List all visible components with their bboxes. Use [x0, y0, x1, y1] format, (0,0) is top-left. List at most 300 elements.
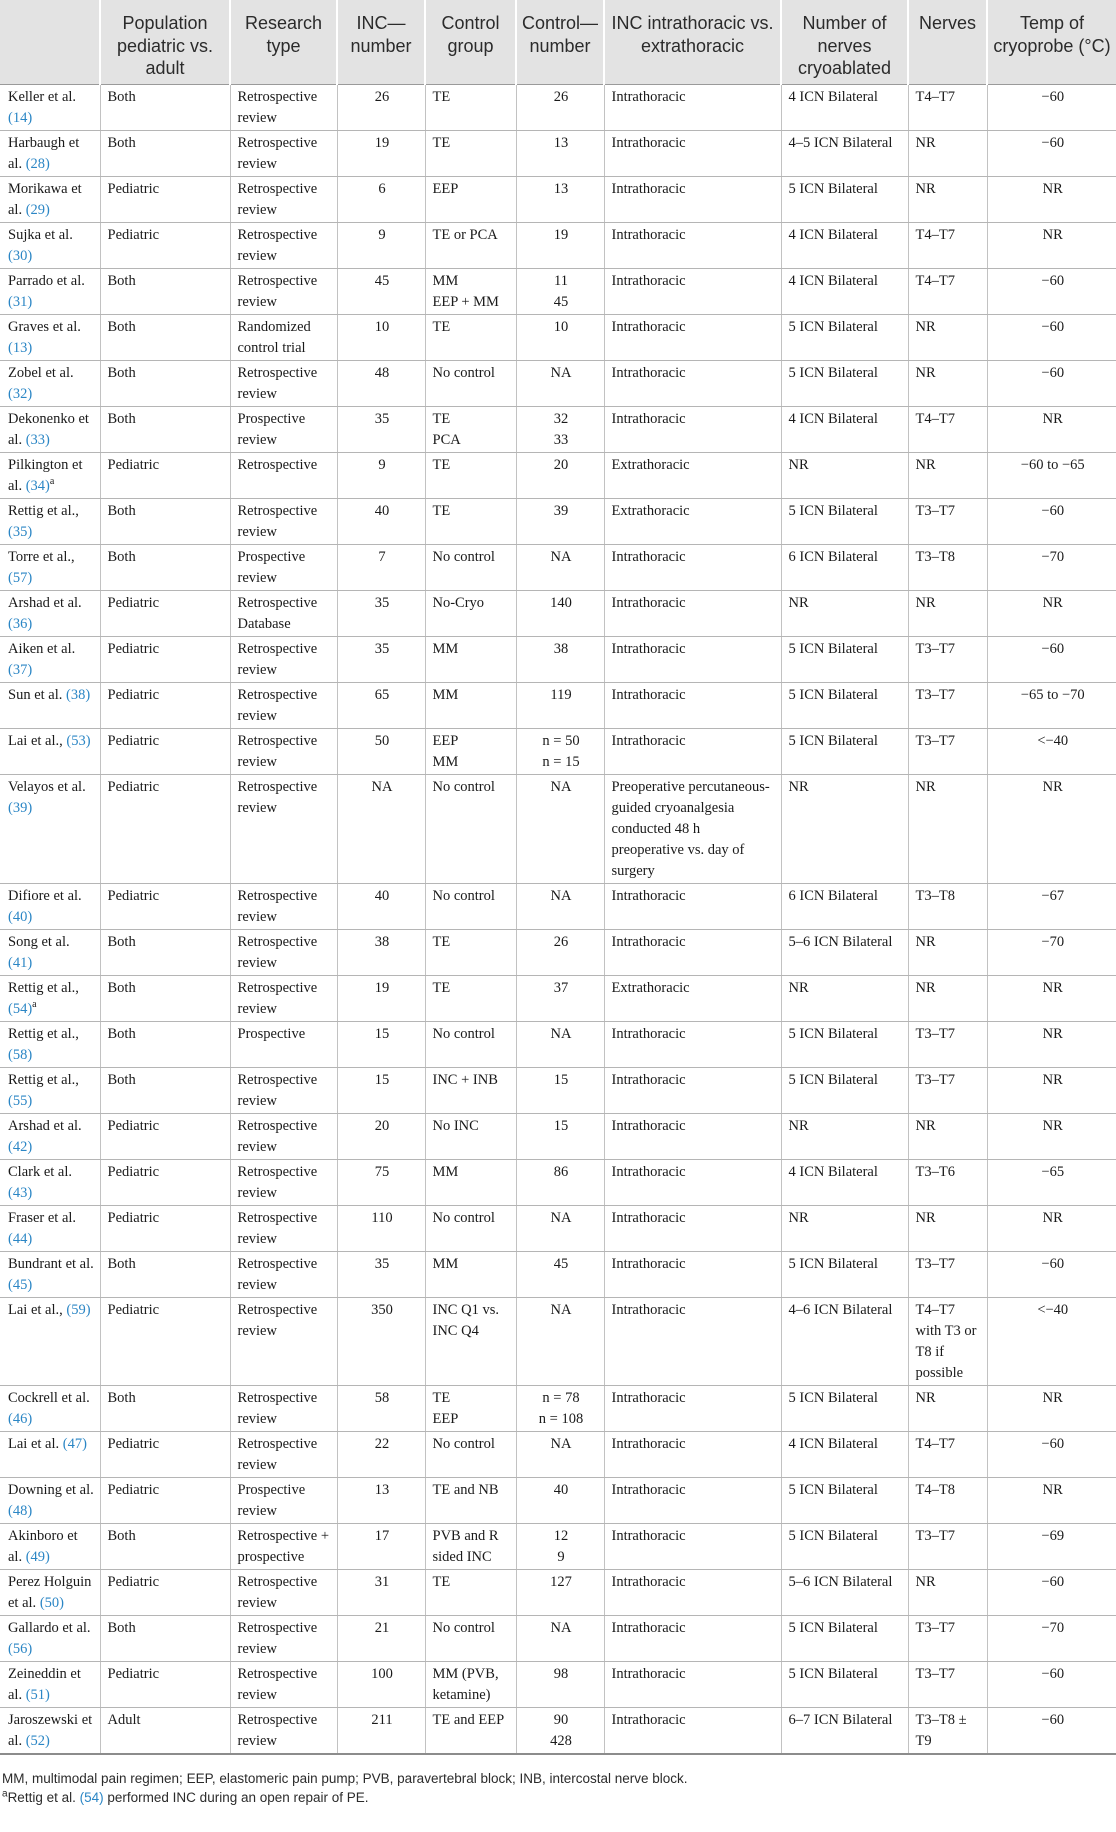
- reference-link[interactable]: (14): [8, 109, 33, 126]
- reference-link[interactable]: (37): [8, 661, 33, 678]
- cell-research-type: Retrospective review: [230, 929, 337, 975]
- cell-research-type: Retrospective review: [230, 728, 337, 774]
- cell-control-group-line: PCA: [432, 431, 461, 448]
- cell-nerve-count: 4 ICN Bilateral: [781, 268, 908, 314]
- study-author: Zeineddin et al.: [8, 1665, 81, 1703]
- cell-population: Pediatric: [100, 1205, 230, 1251]
- cell-nerve-count: 5 ICN Bilateral: [781, 1523, 908, 1569]
- cell-study: [0, 1431, 100, 1477]
- table-row: [0, 975, 1116, 1021]
- cell-temperature: −67: [987, 883, 1116, 929]
- cell-research-type: Retrospective review: [230, 883, 337, 929]
- cell-control-group: TE: [425, 929, 516, 975]
- cell-inc-number: 9: [337, 452, 425, 498]
- reference-link[interactable]: (45): [8, 1276, 33, 1293]
- cell-nerve-count: 5 ICN Bilateral: [781, 176, 908, 222]
- cell-research-type: Retrospective review: [230, 1615, 337, 1661]
- cell-inc-number: 9: [337, 222, 425, 268]
- cell-population: Pediatric: [100, 682, 230, 728]
- cell-inc-location: Intrathoracic: [604, 929, 781, 975]
- cell-control-number: [516, 406, 604, 452]
- cell-inc-number: 48: [337, 360, 425, 406]
- cell-control-number-line: 11: [554, 272, 568, 289]
- cell-research-type: Retrospective review: [230, 176, 337, 222]
- table-row: [0, 84, 1116, 130]
- table-row: [0, 1021, 1116, 1067]
- cell-control-group: MM (PVB, ketamine): [425, 1661, 516, 1707]
- cell-study: [0, 360, 100, 406]
- cell-inc-location: Intrathoracic: [604, 1297, 781, 1385]
- cell-control-group: TE: [425, 84, 516, 130]
- footnote-reference-link[interactable]: (54): [79, 1789, 104, 1805]
- cell-study: [0, 590, 100, 636]
- cell-nerves: NR: [908, 590, 987, 636]
- cell-nerve-count: 5 ICN Bilateral: [781, 498, 908, 544]
- cell-nerve-count: 6–7 ICN Bilateral: [781, 1707, 908, 1754]
- cell-nerve-count: 5–6 ICN Bilateral: [781, 1569, 908, 1615]
- cell-inc-location: Intrathoracic: [604, 360, 781, 406]
- cell-control-group: No control: [425, 883, 516, 929]
- cell-population: Pediatric: [100, 1431, 230, 1477]
- reference-link[interactable]: (38): [66, 686, 91, 703]
- cell-control-number-line: 428: [550, 1732, 572, 1749]
- cell-nerve-count: 4–5 ICN Bilateral: [781, 130, 908, 176]
- cell-control-number-line: 9: [557, 1548, 565, 1565]
- cell-inc-number: 6: [337, 176, 425, 222]
- cell-inc-number: 58: [337, 1385, 425, 1431]
- cell-study: [0, 1661, 100, 1707]
- cell-temperature: NR: [987, 1021, 1116, 1067]
- table-row: [0, 406, 1116, 452]
- cell-control-number: 19: [516, 222, 604, 268]
- cell-inc-location: Intrathoracic: [604, 1523, 781, 1569]
- cell-nerve-count: 4–6 ICN Bilateral: [781, 1297, 908, 1385]
- reference-link[interactable]: (33): [25, 431, 50, 448]
- cell-research-type: Retrospective review: [230, 975, 337, 1021]
- reference-link[interactable]: (50): [39, 1594, 64, 1611]
- cell-inc-location: Intrathoracic: [604, 1067, 781, 1113]
- cell-research-type: Retrospective review: [230, 1067, 337, 1113]
- study-author: Parrado et al.: [8, 272, 85, 289]
- cell-nerves: T4–T7 with T3 or T8 if possible: [908, 1297, 987, 1385]
- cell-control-number: 26: [516, 929, 604, 975]
- cell-inc-location: Intrathoracic: [604, 682, 781, 728]
- cell-nerve-count: 4 ICN Bilateral: [781, 1431, 908, 1477]
- study-author: Akinboro et al.: [8, 1527, 78, 1565]
- table-row: [0, 636, 1116, 682]
- cell-control-number: NA: [516, 360, 604, 406]
- table-row: [0, 1297, 1116, 1385]
- study-author: Perez Holguin et al.: [8, 1573, 92, 1611]
- cell-research-type: Retrospective review: [230, 1569, 337, 1615]
- cell-research-type: Prospective review: [230, 406, 337, 452]
- reference-link[interactable]: (13): [8, 339, 33, 356]
- cell-control-number: 15: [516, 1113, 604, 1159]
- study-author: Rettig et al.,: [8, 1025, 79, 1042]
- cell-nerves: T3–T7: [908, 728, 987, 774]
- reference-link[interactable]: (46): [8, 1410, 33, 1427]
- cell-study: [0, 452, 100, 498]
- cell-inc-number: 35: [337, 1251, 425, 1297]
- reference-link[interactable]: (43): [8, 1184, 33, 1201]
- cell-study: [0, 498, 100, 544]
- cell-temperature: −60: [987, 1431, 1116, 1477]
- cell-temperature: −60: [987, 268, 1116, 314]
- study-author: Torre et al.,: [8, 548, 75, 565]
- cell-control-group: INC + INB: [425, 1067, 516, 1113]
- header-nerves: Nerves: [908, 0, 987, 84]
- study-author: Cockrell et al.: [8, 1389, 90, 1406]
- cell-inc-location: Intrathoracic: [604, 222, 781, 268]
- cell-study: [0, 929, 100, 975]
- footnote-marker: a: [2, 1788, 8, 1800]
- header-study: [0, 0, 100, 84]
- cell-control-number: 127: [516, 1569, 604, 1615]
- reference-link[interactable]: (48): [8, 1502, 33, 1519]
- cell-control-group: EEP: [425, 176, 516, 222]
- table-row: [0, 176, 1116, 222]
- cell-research-type: Retrospective review: [230, 222, 337, 268]
- study-author: Morikawa et al.: [8, 180, 82, 218]
- cell-population: Pediatric: [100, 1297, 230, 1385]
- table-row: [0, 498, 1116, 544]
- reference-link[interactable]: (59): [66, 1301, 91, 1318]
- cell-nerves: T3–T7: [908, 1615, 987, 1661]
- table-row: [0, 1113, 1116, 1159]
- cell-research-type: Retrospective review: [230, 84, 337, 130]
- cell-nerve-count: 5 ICN Bilateral: [781, 636, 908, 682]
- cell-control-number: NA: [516, 1297, 604, 1385]
- cell-control-group: No control: [425, 774, 516, 883]
- study-author: Dekonenko et al.: [8, 410, 89, 448]
- table-row: [0, 1707, 1116, 1754]
- cell-nerves: NR: [908, 774, 987, 883]
- cell-nerves: T3–T8 ± T9: [908, 1707, 987, 1754]
- study-author: Lai et al.,: [8, 1301, 63, 1318]
- reference-link[interactable]: (29): [25, 201, 50, 218]
- cell-temperature: −60: [987, 84, 1116, 130]
- cell-temperature: −60: [987, 1707, 1116, 1754]
- cell-nerves: T4–T7: [908, 1431, 987, 1477]
- cell-inc-number: 75: [337, 1159, 425, 1205]
- cell-population: Pediatric: [100, 636, 230, 682]
- table-row: [0, 1251, 1116, 1297]
- cell-study: [0, 1205, 100, 1251]
- study-author: Aiken et al.: [8, 640, 76, 657]
- cell-control-group-line: TE: [432, 1389, 451, 1406]
- cell-control-group: No control: [425, 360, 516, 406]
- cell-research-type: Retrospective review: [230, 130, 337, 176]
- cell-population: Pediatric: [100, 883, 230, 929]
- cell-control-group-line: EEP: [432, 732, 459, 749]
- cell-control-number-line: n = 15: [542, 753, 580, 770]
- cell-study: [0, 268, 100, 314]
- cell-inc-number: 10: [337, 314, 425, 360]
- table-row: [0, 1569, 1116, 1615]
- reference-link[interactable]: (56): [8, 1640, 33, 1657]
- cell-study: [0, 975, 100, 1021]
- cell-study: [0, 728, 100, 774]
- table-row: [0, 360, 1116, 406]
- cell-inc-location: Intrathoracic: [604, 406, 781, 452]
- cell-control-number: NA: [516, 774, 604, 883]
- cell-temperature: NR: [987, 176, 1116, 222]
- table-row: [0, 1067, 1116, 1113]
- cell-control-number: NA: [516, 544, 604, 590]
- cell-population: Both: [100, 929, 230, 975]
- reference-link[interactable]: (51): [25, 1686, 50, 1703]
- reference-link[interactable]: (57): [8, 569, 33, 586]
- cell-temperature: −60: [987, 636, 1116, 682]
- study-author: Arshad et al.: [8, 594, 82, 611]
- cell-nerve-count: 5 ICN Bilateral: [781, 1251, 908, 1297]
- study-author: Song et al.: [8, 933, 70, 950]
- cell-inc-location: Intrathoracic: [604, 1159, 781, 1205]
- study-author: Lai et al.: [8, 1435, 60, 1452]
- cell-temperature: −70: [987, 929, 1116, 975]
- reference-link[interactable]: (40): [8, 908, 33, 925]
- cell-inc-number: 110: [337, 1205, 425, 1251]
- study-author: Sun et al.: [8, 686, 63, 703]
- cell-control-group: [425, 728, 516, 774]
- cell-control-number-line: n = 108: [538, 1410, 584, 1427]
- cell-temperature: NR: [987, 774, 1116, 883]
- cell-control-group: TE: [425, 452, 516, 498]
- cell-inc-number: 7: [337, 544, 425, 590]
- cell-research-type: Retrospective review: [230, 1159, 337, 1205]
- cell-inc-number: 35: [337, 636, 425, 682]
- cell-inc-number: 19: [337, 975, 425, 1021]
- reference-link[interactable]: (44): [8, 1230, 33, 1247]
- cell-control-group: TE: [425, 1569, 516, 1615]
- study-author: Sujka et al.: [8, 226, 73, 243]
- cell-temperature: −60: [987, 1251, 1116, 1297]
- cell-research-type: Retrospective review: [230, 774, 337, 883]
- cell-inc-location: Intrathoracic: [604, 84, 781, 130]
- cell-temperature: NR: [987, 1205, 1116, 1251]
- reference-link[interactable]: (32): [8, 385, 33, 402]
- cell-population: Both: [100, 1615, 230, 1661]
- cell-inc-number: 21: [337, 1615, 425, 1661]
- cell-population: Both: [100, 130, 230, 176]
- cell-inc-number: 50: [337, 728, 425, 774]
- cell-study: [0, 1523, 100, 1569]
- study-author: Gallardo et al.: [8, 1619, 91, 1636]
- study-author: Difiore et al.: [8, 887, 82, 904]
- cell-inc-location: Preoperative percutaneous-guided cryoanalgesia conducted 48 h preoperative vs. day of surgery: [604, 774, 781, 883]
- cell-control-number: [516, 268, 604, 314]
- cell-study: [0, 406, 100, 452]
- cell-temperature: NR: [987, 222, 1116, 268]
- table-row: [0, 1615, 1116, 1661]
- reference-link[interactable]: (52): [25, 1732, 50, 1749]
- cell-research-type: Retrospective review: [230, 1251, 337, 1297]
- cell-control-number-line: n = 78: [542, 1389, 580, 1406]
- cell-control-number: 26: [516, 84, 604, 130]
- cell-control-group: TE: [425, 498, 516, 544]
- reference-link[interactable]: (31): [8, 293, 33, 310]
- cell-research-type: Retrospective review: [230, 1707, 337, 1754]
- cell-control-number: 98: [516, 1661, 604, 1707]
- table-row: [0, 883, 1116, 929]
- cell-inc-location: Intrathoracic: [604, 1385, 781, 1431]
- cell-research-type: Retrospective review: [230, 1431, 337, 1477]
- cell-temperature: −69: [987, 1523, 1116, 1569]
- cell-nerves: T3–T8: [908, 544, 987, 590]
- cell-nerve-count: 5–6 ICN Bilateral: [781, 929, 908, 975]
- cell-control-number: 119: [516, 682, 604, 728]
- cell-inc-location: Intrathoracic: [604, 544, 781, 590]
- reference-link[interactable]: (42): [8, 1138, 33, 1155]
- reference-link[interactable]: (35): [8, 523, 33, 540]
- table-row: [0, 1431, 1116, 1477]
- cell-research-type: Retrospective review: [230, 1297, 337, 1385]
- cell-control-group: TE: [425, 975, 516, 1021]
- cell-inc-number: 22: [337, 1431, 425, 1477]
- cell-inc-location: Intrathoracic: [604, 1021, 781, 1067]
- cell-inc-location: Intrathoracic: [604, 1113, 781, 1159]
- cell-inc-location: Intrathoracic: [604, 1431, 781, 1477]
- reference-link[interactable]: (49): [25, 1548, 50, 1565]
- cell-study: [0, 1251, 100, 1297]
- table-body: [0, 84, 1116, 1754]
- cell-research-type: Retrospective + prospective: [230, 1523, 337, 1569]
- study-author: Pilkington et al.: [8, 456, 83, 494]
- cell-control-number: 86: [516, 1159, 604, 1205]
- cell-control-number: 37: [516, 975, 604, 1021]
- cell-population: Pediatric: [100, 1661, 230, 1707]
- table-row: [0, 268, 1116, 314]
- study-author: Clark et al.: [8, 1163, 73, 1180]
- cell-control-group: No control: [425, 1431, 516, 1477]
- cell-control-group: No control: [425, 1205, 516, 1251]
- reference-link[interactable]: (36): [8, 615, 33, 632]
- cell-temperature: −60 to −65: [987, 452, 1116, 498]
- cell-population: Pediatric: [100, 1159, 230, 1205]
- study-author: Keller et al.: [8, 88, 77, 105]
- cell-control-number: [516, 1707, 604, 1754]
- reference-link[interactable]: (28): [25, 155, 50, 172]
- cell-nerves: T4–T7: [908, 222, 987, 268]
- cell-temperature: −60: [987, 314, 1116, 360]
- study-author: Graves et al.: [8, 318, 81, 335]
- cell-control-group: [425, 268, 516, 314]
- cell-temperature: NR: [987, 406, 1116, 452]
- cell-nerves: NR: [908, 929, 987, 975]
- cell-research-type: Retrospective review: [230, 1205, 337, 1251]
- cell-study: [0, 636, 100, 682]
- cell-temperature: −65 to −70: [987, 682, 1116, 728]
- cell-population: Pediatric: [100, 590, 230, 636]
- study-author: Zobel et al.: [8, 364, 74, 381]
- footnote-a: [0, 1788, 1116, 1807]
- cell-control-group-line: TE: [432, 410, 451, 427]
- cell-nerve-count: 4 ICN Bilateral: [781, 406, 908, 452]
- cell-control-number: 20: [516, 452, 604, 498]
- cell-control-group: TE and EEP: [425, 1707, 516, 1754]
- cell-population: Pediatric: [100, 222, 230, 268]
- cell-control-number: 38: [516, 636, 604, 682]
- reference-link[interactable]: (54): [8, 1000, 33, 1017]
- cell-nerves: T3–T7: [908, 636, 987, 682]
- cell-control-group: MM: [425, 1159, 516, 1205]
- reference-link[interactable]: (53): [66, 732, 91, 749]
- cell-population: Pediatric: [100, 1569, 230, 1615]
- cell-nerve-count: 4 ICN Bilateral: [781, 1159, 908, 1205]
- reference-link[interactable]: (47): [62, 1435, 87, 1452]
- table-row: [0, 1205, 1116, 1251]
- cell-inc-location: Intrathoracic: [604, 176, 781, 222]
- cell-study: [0, 774, 100, 883]
- reference-link[interactable]: (41): [8, 954, 33, 971]
- cell-nerve-count: 5 ICN Bilateral: [781, 314, 908, 360]
- cell-nerve-count: 5 ICN Bilateral: [781, 360, 908, 406]
- cell-nerve-count: 5 ICN Bilateral: [781, 728, 908, 774]
- cell-nerves: NR: [908, 452, 987, 498]
- cell-nerves: NR: [908, 130, 987, 176]
- reference-link[interactable]: (34): [25, 477, 50, 494]
- cell-research-type: Prospective review: [230, 1477, 337, 1523]
- cell-control-group: TE: [425, 130, 516, 176]
- cell-control-group: TE: [425, 314, 516, 360]
- cell-temperature: −70: [987, 1615, 1116, 1661]
- cell-nerves: T4–T7: [908, 406, 987, 452]
- reference-link[interactable]: (58): [8, 1046, 33, 1063]
- cell-population: Pediatric: [100, 1477, 230, 1523]
- study-author: Velayos et al.: [8, 778, 86, 795]
- cell-control-number: NA: [516, 1615, 604, 1661]
- cell-control-number-line: 45: [553, 293, 569, 310]
- cell-population: Pediatric: [100, 774, 230, 883]
- cell-control-number: 39: [516, 498, 604, 544]
- cell-control-group: [425, 406, 516, 452]
- study-author: Rettig et al.,: [8, 502, 79, 519]
- cell-research-type: Retrospective review: [230, 1661, 337, 1707]
- cell-research-type: Retrospective: [230, 452, 337, 498]
- cell-study: [0, 222, 100, 268]
- cell-nerve-count: 5 ICN Bilateral: [781, 1661, 908, 1707]
- cell-temperature: NR: [987, 975, 1116, 1021]
- cell-nerves: T3–T7: [908, 1661, 987, 1707]
- cell-nerve-count: NR: [781, 975, 908, 1021]
- reference-link[interactable]: (39): [8, 799, 33, 816]
- cell-population: Adult: [100, 1707, 230, 1754]
- cell-inc-number: 15: [337, 1021, 425, 1067]
- cell-population: Both: [100, 544, 230, 590]
- cell-temperature: <−40: [987, 1297, 1116, 1385]
- cell-population: Both: [100, 1251, 230, 1297]
- cell-study: [0, 1615, 100, 1661]
- reference-link[interactable]: (30): [8, 247, 33, 264]
- cell-study: [0, 1113, 100, 1159]
- table-row: [0, 222, 1116, 268]
- cell-nerves: T3–T7: [908, 1523, 987, 1569]
- cell-control-group: MM: [425, 1251, 516, 1297]
- footnote-author: Rettig et al.: [7, 1789, 76, 1805]
- study-author: Arshad et al.: [8, 1117, 82, 1134]
- table-row: [0, 774, 1116, 883]
- cell-temperature: NR: [987, 1067, 1116, 1113]
- cell-temperature: −60: [987, 1569, 1116, 1615]
- cell-population: Both: [100, 975, 230, 1021]
- cell-inc-location: Intrathoracic: [604, 314, 781, 360]
- reference-link[interactable]: (55): [8, 1092, 33, 1109]
- footnote-text: performed INC during an open repair of PE.: [107, 1789, 369, 1805]
- cell-inc-number: NA: [337, 774, 425, 883]
- cell-temperature: NR: [987, 1113, 1116, 1159]
- cell-nerves: T3–T7: [908, 1021, 987, 1067]
- cell-control-number-line: 12: [553, 1527, 569, 1544]
